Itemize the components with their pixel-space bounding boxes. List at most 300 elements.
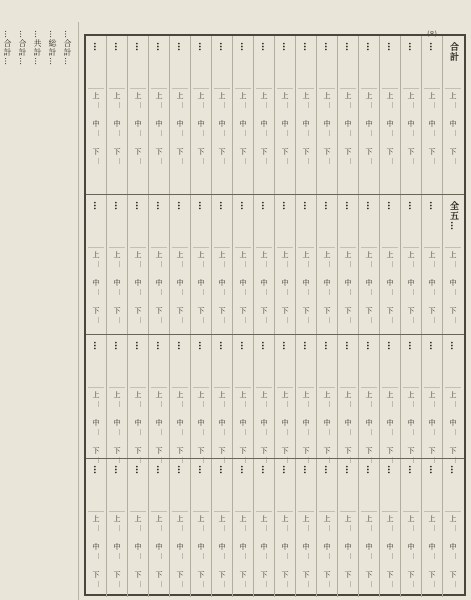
- price-figure: …: [96, 525, 103, 531]
- tier-label-upper: 上: [134, 515, 142, 523]
- tier-label-lower: 下: [113, 447, 121, 455]
- tier-label-middle: 中: [428, 279, 436, 287]
- item-column: [232, 335, 254, 463]
- price-figure: …: [348, 102, 355, 108]
- tier-label-lower: 下: [92, 571, 100, 579]
- tier-label-middle: 中: [407, 279, 415, 287]
- item-column: [211, 36, 233, 194]
- name-divider: [319, 387, 335, 388]
- price-figure: …: [369, 317, 376, 323]
- price-figure: …: [243, 429, 250, 435]
- name-divider: [298, 387, 314, 388]
- item-name: …: [427, 42, 437, 52]
- tier-label-middle: 中: [344, 279, 352, 287]
- item-column: [442, 335, 464, 463]
- tier-label-lower: 下: [428, 571, 436, 579]
- tier-label-upper: 上: [176, 515, 184, 523]
- price-figure: …: [306, 525, 313, 531]
- item-name: …: [385, 42, 395, 52]
- name-divider: [193, 387, 209, 388]
- tier-label-upper: 上: [365, 515, 373, 523]
- item-name: 全五…: [448, 201, 458, 231]
- name-divider: [214, 511, 230, 512]
- price-figure: …: [348, 289, 355, 295]
- price-figure: …: [432, 429, 439, 435]
- item-name: …: [196, 341, 206, 351]
- tier-label-upper: 上: [197, 92, 205, 100]
- tier-label-upper: 上: [113, 391, 121, 399]
- item-name: …: [448, 341, 458, 351]
- price-figure: …: [159, 401, 166, 407]
- item-name: …: [112, 201, 122, 211]
- tier-label-upper: 上: [302, 515, 310, 523]
- price-figure: …: [348, 457, 355, 463]
- tier-label-lower: 下: [365, 571, 373, 579]
- price-figure: …: [201, 525, 208, 531]
- name-divider: [109, 511, 125, 512]
- price-figure: …: [180, 401, 187, 407]
- name-divider: [88, 511, 104, 512]
- name-divider: [172, 387, 188, 388]
- item-name: …: [301, 341, 311, 351]
- tier-label-middle: 中: [260, 419, 268, 427]
- item-column: [400, 459, 422, 597]
- item-name: …: [196, 465, 206, 475]
- price-figure: …: [432, 261, 439, 267]
- margin-column: …合計…: [63, 30, 72, 66]
- name-divider: [193, 247, 209, 248]
- price-figure: …: [306, 317, 313, 323]
- tier-label-upper: 上: [428, 391, 436, 399]
- price-figure: …: [432, 553, 439, 559]
- tier-label-upper: 上: [218, 92, 226, 100]
- tier-label-upper: 上: [155, 391, 163, 399]
- price-figure: …: [369, 261, 376, 267]
- tier-label-middle: 中: [239, 279, 247, 287]
- name-divider: [298, 88, 314, 89]
- price-figure: …: [138, 317, 145, 323]
- tier-label-middle: 中: [344, 419, 352, 427]
- item-column: [127, 36, 149, 194]
- price-figure: …: [285, 130, 292, 136]
- item-column: [190, 335, 212, 463]
- item-name: …: [112, 341, 122, 351]
- price-figure: …: [222, 401, 229, 407]
- price-figure: …: [117, 525, 124, 531]
- name-divider: [88, 247, 104, 248]
- tier-label-middle: 中: [281, 279, 289, 287]
- item-column: [169, 195, 191, 335]
- price-figure: …: [306, 553, 313, 559]
- tier-label-lower: 下: [218, 307, 226, 315]
- tier-label-upper: 上: [365, 391, 373, 399]
- price-figure: …: [201, 581, 208, 587]
- name-divider: [109, 387, 125, 388]
- name-divider: [298, 511, 314, 512]
- price-figure: …: [264, 130, 271, 136]
- price-figure: …: [138, 553, 145, 559]
- price-figure: …: [243, 401, 250, 407]
- tier-label-upper: 上: [239, 92, 247, 100]
- tier-label-middle: 中: [407, 543, 415, 551]
- price-figure: …: [432, 317, 439, 323]
- item-name: …: [364, 465, 374, 475]
- price-figure: …: [432, 581, 439, 587]
- tier-label-middle: 中: [155, 543, 163, 551]
- price-figure: …: [453, 261, 460, 267]
- tier-label-upper: 上: [260, 391, 268, 399]
- tier-label-lower: 下: [281, 307, 289, 315]
- price-figure: …: [138, 102, 145, 108]
- margin-column: …総計…: [48, 30, 57, 66]
- tier-label-lower: 下: [407, 447, 415, 455]
- tier-label-upper: 上: [428, 515, 436, 523]
- tier-label-upper: 上: [365, 92, 373, 100]
- price-figure: …: [117, 317, 124, 323]
- name-divider: [445, 88, 461, 89]
- item-column: [358, 195, 380, 335]
- tier-label-middle: 中: [239, 120, 247, 128]
- price-figure: …: [285, 401, 292, 407]
- price-figure: …: [201, 289, 208, 295]
- price-figure: …: [369, 581, 376, 587]
- tier-label-lower: 下: [155, 148, 163, 156]
- name-divider: [256, 88, 272, 89]
- item-name: …: [343, 201, 353, 211]
- item-column: [253, 335, 275, 463]
- tier-label-middle: 中: [260, 120, 268, 128]
- tier-label-upper: 上: [92, 515, 100, 523]
- price-figure: …: [327, 102, 334, 108]
- price-figure: …: [411, 457, 418, 463]
- tier-label-middle: 中: [323, 419, 331, 427]
- tier-label-middle: 中: [260, 279, 268, 287]
- tier-label-middle: 中: [281, 543, 289, 551]
- tier-label-upper: 上: [281, 391, 289, 399]
- name-divider: [277, 387, 293, 388]
- price-figure: …: [243, 289, 250, 295]
- tier-label-middle: 中: [134, 279, 142, 287]
- name-divider: [361, 387, 377, 388]
- tier-label-middle: 中: [386, 279, 394, 287]
- price-figure: …: [201, 429, 208, 435]
- price-figure: …: [222, 261, 229, 267]
- price-figure: …: [390, 102, 397, 108]
- price-figure: …: [159, 429, 166, 435]
- tier-label-middle: 中: [155, 419, 163, 427]
- price-figure: …: [369, 158, 376, 164]
- tier-label-middle: 中: [218, 120, 226, 128]
- price-figure: …: [390, 581, 397, 587]
- tier-label-middle: 中: [260, 543, 268, 551]
- item-column: [232, 195, 254, 335]
- tier-label-middle: 中: [176, 543, 184, 551]
- tier-label-lower: 下: [365, 148, 373, 156]
- item-name: …: [259, 42, 269, 52]
- item-name: …: [385, 201, 395, 211]
- tier-label-lower: 下: [428, 148, 436, 156]
- item-name: …: [385, 465, 395, 475]
- price-figure: …: [243, 581, 250, 587]
- item-name: …: [385, 341, 395, 351]
- item-column: [86, 195, 107, 335]
- price-figure: …: [264, 317, 271, 323]
- item-name: …: [343, 341, 353, 351]
- price-figure: …: [285, 457, 292, 463]
- tier-label-upper: 上: [260, 92, 268, 100]
- tier-label-upper: 上: [386, 391, 394, 399]
- tier-label-upper: 上: [302, 391, 310, 399]
- item-column: [148, 335, 170, 463]
- name-divider: [340, 88, 356, 89]
- tier-label-middle: 中: [197, 419, 205, 427]
- item-column: [232, 36, 254, 194]
- price-figure: …: [96, 158, 103, 164]
- item-name: …: [133, 201, 143, 211]
- name-divider: [445, 247, 461, 248]
- item-name: …: [154, 341, 164, 351]
- tier-label-lower: 下: [302, 148, 310, 156]
- tier-label-lower: 下: [218, 447, 226, 455]
- name-divider: [445, 387, 461, 388]
- tier-label-lower: 下: [197, 148, 205, 156]
- tier-label-lower: 下: [323, 447, 331, 455]
- tier-label-upper: 上: [344, 391, 352, 399]
- tier-label-lower: 下: [302, 571, 310, 579]
- tier-label-middle: 中: [134, 419, 142, 427]
- price-figure: …: [306, 102, 313, 108]
- name-divider: [319, 88, 335, 89]
- tier-label-middle: 中: [344, 543, 352, 551]
- price-figure: …: [117, 158, 124, 164]
- price-figure: …: [243, 525, 250, 531]
- price-figure: …: [222, 429, 229, 435]
- tier-label-lower: 下: [218, 571, 226, 579]
- price-figure: …: [285, 158, 292, 164]
- tier-label-upper: 上: [197, 391, 205, 399]
- tier-label-lower: 下: [449, 148, 457, 156]
- price-figure: …: [138, 130, 145, 136]
- tier-label-upper: 上: [218, 391, 226, 399]
- name-divider: [424, 511, 440, 512]
- price-figure: …: [327, 289, 334, 295]
- price-figure: …: [390, 429, 397, 435]
- tier-label-upper: 上: [281, 515, 289, 523]
- left-margin-adjacent-page: [0, 22, 79, 600]
- name-divider: [172, 88, 188, 89]
- price-figure: …: [306, 429, 313, 435]
- item-column: [232, 459, 254, 597]
- tier-label-lower: 下: [176, 571, 184, 579]
- tier-label-middle: 中: [449, 120, 457, 128]
- price-figure: …: [390, 317, 397, 323]
- item-name: …: [154, 201, 164, 211]
- price-figure: …: [285, 317, 292, 323]
- tier-label-upper: 上: [323, 251, 331, 259]
- name-divider: [319, 511, 335, 512]
- item-name: …: [91, 341, 101, 351]
- item-column: [358, 36, 380, 194]
- tier-label-lower: 下: [323, 148, 331, 156]
- price-figure: …: [180, 581, 187, 587]
- table-band-1: [86, 36, 464, 194]
- price-figure: …: [348, 158, 355, 164]
- item-column: [106, 335, 128, 463]
- price-figure: …: [348, 429, 355, 435]
- margin-column: …合計…: [18, 30, 27, 66]
- name-divider: [151, 511, 167, 512]
- tier-label-upper: 上: [113, 92, 121, 100]
- price-figure: …: [159, 525, 166, 531]
- tier-label-upper: 上: [260, 515, 268, 523]
- price-figure: …: [285, 429, 292, 435]
- item-name: …: [91, 465, 101, 475]
- name-divider: [193, 88, 209, 89]
- price-figure: …: [117, 581, 124, 587]
- price-figure: …: [117, 553, 124, 559]
- price-figure: …: [180, 158, 187, 164]
- price-figure: …: [369, 429, 376, 435]
- tier-label-lower: 下: [134, 307, 142, 315]
- tier-label-middle: 中: [92, 120, 100, 128]
- name-divider: [214, 387, 230, 388]
- price-figure: …: [180, 289, 187, 295]
- tier-label-upper: 上: [197, 515, 205, 523]
- tier-label-middle: 中: [323, 279, 331, 287]
- tier-label-upper: 上: [365, 251, 373, 259]
- price-figure: …: [453, 553, 460, 559]
- tier-label-middle: 中: [176, 120, 184, 128]
- price-figure: …: [327, 261, 334, 267]
- item-name: …: [217, 42, 227, 52]
- tier-label-middle: 中: [176, 279, 184, 287]
- item-column: [337, 459, 359, 597]
- price-figure: …: [390, 261, 397, 267]
- price-figure: …: [222, 289, 229, 295]
- item-name: …: [406, 201, 416, 211]
- tier-label-lower: 下: [218, 148, 226, 156]
- name-divider: [88, 387, 104, 388]
- price-figure: …: [348, 261, 355, 267]
- item-name: …: [322, 42, 332, 52]
- tier-label-upper: 上: [428, 251, 436, 259]
- tier-label-middle: 中: [197, 543, 205, 551]
- price-figure: …: [159, 102, 166, 108]
- tier-label-upper: 上: [239, 391, 247, 399]
- price-figure: …: [369, 525, 376, 531]
- tier-label-upper: 上: [176, 391, 184, 399]
- price-figure: …: [306, 581, 313, 587]
- tier-label-middle: 中: [155, 279, 163, 287]
- price-figure: …: [264, 581, 271, 587]
- item-column: [211, 195, 233, 335]
- name-divider: [256, 247, 272, 248]
- name-divider: [172, 511, 188, 512]
- price-figure: …: [348, 525, 355, 531]
- tier-label-upper: 上: [281, 251, 289, 259]
- price-figure: …: [243, 130, 250, 136]
- tier-label-upper: 上: [155, 515, 163, 523]
- item-name: …: [259, 201, 269, 211]
- price-figure: …: [432, 158, 439, 164]
- name-divider: [151, 247, 167, 248]
- tier-label-upper: 上: [386, 92, 394, 100]
- tier-label-upper: 上: [218, 515, 226, 523]
- name-divider: [130, 88, 146, 89]
- price-figure: …: [117, 457, 124, 463]
- tier-label-lower: 下: [386, 307, 394, 315]
- price-figure: …: [222, 581, 229, 587]
- tier-label-upper: 上: [323, 515, 331, 523]
- item-column: [379, 335, 401, 463]
- tier-label-lower: 下: [176, 447, 184, 455]
- tier-label-upper: 上: [386, 515, 394, 523]
- tier-label-middle: 中: [428, 543, 436, 551]
- name-divider: [382, 247, 398, 248]
- name-divider: [130, 511, 146, 512]
- name-divider: [130, 247, 146, 248]
- price-figure: …: [180, 457, 187, 463]
- tier-label-upper: 上: [260, 251, 268, 259]
- tier-label-lower: 下: [155, 307, 163, 315]
- tier-label-middle: 中: [386, 120, 394, 128]
- tier-label-lower: 下: [239, 307, 247, 315]
- price-figure: …: [180, 553, 187, 559]
- tier-label-middle: 中: [302, 543, 310, 551]
- tier-label-lower: 下: [407, 148, 415, 156]
- price-figure: …: [243, 158, 250, 164]
- price-figure: …: [264, 289, 271, 295]
- item-column: [86, 459, 107, 597]
- price-figure: …: [201, 553, 208, 559]
- name-divider: [424, 387, 440, 388]
- price-figure: …: [201, 130, 208, 136]
- price-figure: …: [432, 130, 439, 136]
- item-column: [400, 36, 422, 194]
- price-figure: …: [327, 158, 334, 164]
- item-name: …: [427, 341, 437, 351]
- price-figure: …: [285, 553, 292, 559]
- tier-label-middle: 中: [176, 419, 184, 427]
- item-name: …: [196, 201, 206, 211]
- tier-label-lower: 下: [176, 307, 184, 315]
- price-table-frame: [84, 34, 466, 596]
- price-figure: …: [96, 130, 103, 136]
- price-figure: …: [117, 289, 124, 295]
- item-name: …: [217, 341, 227, 351]
- item-name: …: [217, 465, 227, 475]
- price-figure: …: [411, 553, 418, 559]
- price-figure: …: [264, 457, 271, 463]
- price-figure: …: [306, 158, 313, 164]
- price-figure: …: [432, 457, 439, 463]
- tier-label-middle: 中: [197, 120, 205, 128]
- item-column: [274, 335, 296, 463]
- price-figure: …: [222, 102, 229, 108]
- price-figure: …: [432, 102, 439, 108]
- price-figure: …: [411, 401, 418, 407]
- tier-label-middle: 中: [218, 543, 226, 551]
- tier-label-upper: 上: [344, 251, 352, 259]
- name-divider: [403, 511, 419, 512]
- tier-label-lower: 下: [113, 571, 121, 579]
- tier-label-lower: 下: [323, 571, 331, 579]
- item-name: …: [427, 465, 437, 475]
- tier-label-lower: 下: [323, 307, 331, 315]
- tier-label-lower: 下: [407, 571, 415, 579]
- price-figure: …: [348, 581, 355, 587]
- item-column: [295, 459, 317, 597]
